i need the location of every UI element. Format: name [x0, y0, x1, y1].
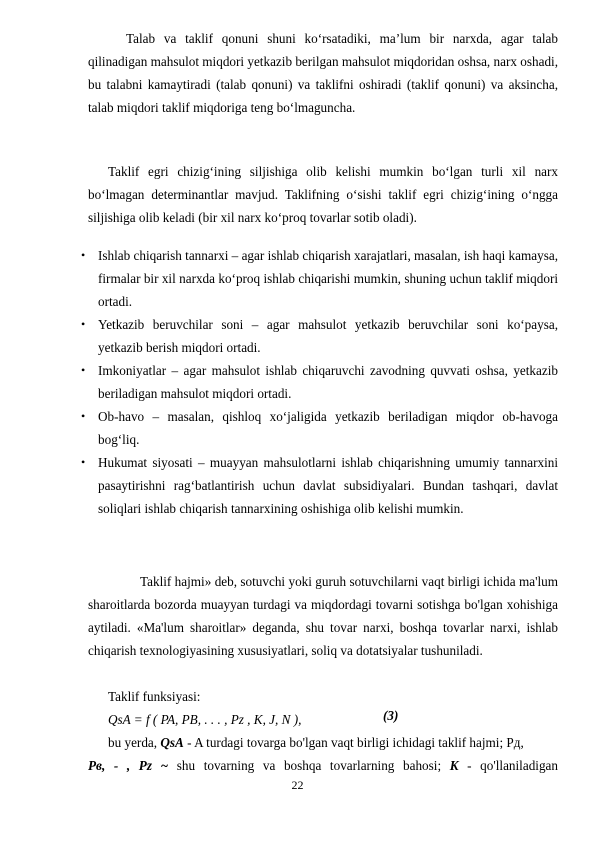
- definition-line: [108, 731, 558, 754]
- determinants-list: [81, 244, 558, 520]
- list-item: [81, 451, 558, 520]
- definition-text: - A turdagi tovarga bo'lgan vaqt birligi ichidagi taklif hajmi; Pд,: [187, 735, 524, 750]
- list-item-text: Hukumat siyosati – muayyan mahsulotlarni ishlab chiqarishning umumiy tannarxini pasaytirishni rag‘batlantirish uchun davlat subsidiyalari. Bundan tashqari, davlat soliqlari ishlab chiqarish tannarxining oshishiga olib kelishi mumkin.: [98, 455, 558, 516]
- list-item: [81, 313, 558, 359]
- definition-prefix: bu yerda,: [108, 735, 158, 750]
- formula-number: (3): [383, 708, 399, 723]
- list-item-text: Imkoniyatlar – agar mahsulot ishlab chiqaruvchi zavodning quvvati oshsa, yetkazib beriladigan mahsulot miqdori ortadi.: [98, 363, 558, 401]
- list-item-text: Ob-havo – masalan, qishloq xo‘jaligida yetkazib beriladigan miqdor ob-havoga bog‘liq.: [98, 409, 558, 447]
- bullet-icon: •: [81, 317, 86, 331]
- bullet-icon: •: [81, 455, 86, 469]
- function-label: Taklif funksiyasi:: [108, 689, 201, 704]
- paragraph-supply-volume: Taklif hajmi» deb, sotuvchi yoki guruh sotuvchilarni vaqt birligi ichida ma'lum sharoitlarda bozorda muayyan turdagi va miqdordagi tovarni sotishga bo'lgan xohishiga aytiladi. «Ma'lum sharoitlar» deganda, shu tovar narxi, boshqa tovarlar narxi, ishlab chiqarish texnologiyasining xususiyatlari, soliq va dotatsiyalar tushuniladi.: [88, 574, 558, 658]
- page-number: 22: [291, 778, 304, 792]
- definition-symbol: QsA: [160, 735, 184, 750]
- bullet-icon: •: [81, 248, 86, 262]
- list-item-text: Ishlab chiqarish tannarxi – agar ishlab chiqarish xarajatlari, masalan, ish haqi kamaysa, firmalar bir xil narxda ko‘proq ishlab chiqarishi mumkin, shuning uchun taklif miqdori ortadi.: [98, 248, 558, 309]
- k-description: - qo'llaniladigan: [467, 758, 558, 773]
- paragraph-supply-curve-shift: Taklif egri chizig‘ining siljishiga olib kelishi mumkin bo‘lgan turli xil narx bo‘lmagan determinantlar mavjud. Taklifning o‘sishi taklif egri chizig‘ining o‘ngga siljishiga olib keladi (bir xil narx ko‘proq tovarlar sotib oladi).: [88, 164, 558, 225]
- bullet-icon: •: [81, 363, 86, 377]
- list-item: [81, 359, 558, 405]
- definition-line-continued: [88, 754, 558, 777]
- price-description: shu tovarning va boshqa tovarlarning bahosi;: [176, 758, 442, 773]
- k-symbol: K: [449, 758, 459, 773]
- list-item: [81, 405, 558, 451]
- supply-function-formula: QsA = f ( PA, PB, . . . , Pz , K, J, N ),: [108, 712, 302, 727]
- bullet-icon: •: [81, 409, 86, 423]
- paragraph-supply-demand-law: Talab va taklif qonuni shuni ko‘rsatadiki, ma’lum bir narxda, agar talab qilinadigan mahsulot miqdori yetkazib berilgan mahsulot miqdoridan oshsa, narx oshadi, bu talabni kamaytiradi (talab qonuni) va taklifni oshiradi (taklif qonuni) va aksincha, talab miqdori taklif miqdoriga teng bo‘lmaguncha.: [88, 31, 558, 115]
- price-symbols: Pв, - , Pz ~: [88, 758, 169, 773]
- list-item: [81, 244, 558, 313]
- list-item-text: Yetkazib beruvchilar soni – agar mahsulot yetkazib beruvchilar soni ko‘paysa, yetkazib berish miqdori ortadi.: [98, 317, 558, 355]
